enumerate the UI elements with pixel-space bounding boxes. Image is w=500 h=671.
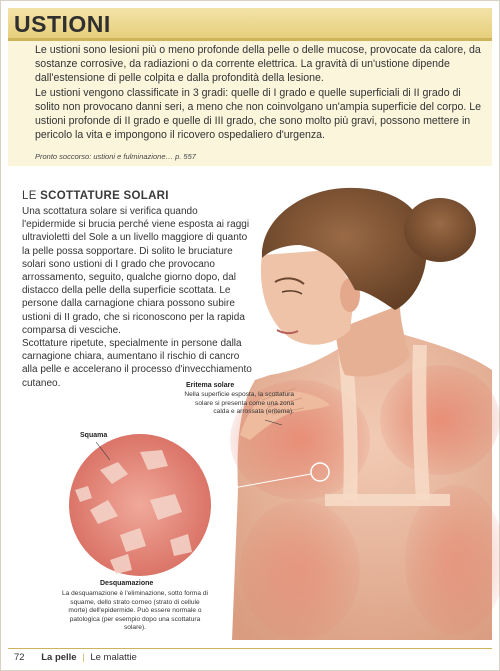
callout-desquamazione-title: Desquamazione — [100, 580, 154, 587]
section-paragraph-2: Scottature ripetute, specialmente in persone dalla carnagione chiara, aumentano il rischio di cancro alla pelle e accelerano il processo d'invecchiamento cutaneo. — [22, 338, 252, 389]
section-heading — [22, 190, 169, 202]
page-number: 72 — [14, 652, 25, 663]
footer-section: Le malattie — [90, 652, 137, 663]
page-title: USTIONI — [14, 11, 111, 37]
section-text — [22, 205, 252, 390]
crossref-link[interactable]: Pronto soccorso: ustioni e fulminazione… p. 557 — [35, 152, 196, 161]
intro-paragraph-1: Le ustioni sono lesioni più o meno profonde della pelle o delle mucose, provocate da calore, da sostanze corrosive, da radiazioni o da corrente elettrica. La gravità di un'ustione dipende dall'estensione di pelle colpita e dalla profondità della lesione. — [35, 44, 481, 85]
footer — [14, 652, 137, 663]
callout-eritema-text: Nella superficie esposta, la scottatura solare si presenta come una zona calda e arrossata (eritema). — [184, 391, 294, 416]
callout-squama-title: Squama — [80, 432, 108, 439]
callout-eritema-title: Eritema solare — [186, 382, 235, 389]
section-heading-title: SCOTTATURE SOLARI — [40, 190, 169, 202]
strap-line-right — [419, 345, 423, 500]
intro-paragraph-2: Le ustioni vengono classificate in 3 gradi: quelle di I grado e quelle superficiali di II grado di solito non provocano danni seri, a meno che non coinvolgano un'ampia superficie del corpo. Le ustioni profonde di II grado e quelle di III grado, che sono molto più gravi, possono mettere in pericolo la vita e impongono il ricovero ospedaliero d'urgenza. — [35, 86, 482, 142]
footer-separator: | — [82, 652, 85, 663]
sunburn-right-shoulder — [380, 365, 500, 475]
section-paragraph-1: Una scottatura solare si verifica quando l'epidermide si brucia perché viene esposta ai raggi ultravioletti del Sole a un livello maggiore di quanto la pelle possa sopportare. Di solito le bruciature solari sono ustioni di I grado che provocano arrossamento, seguito, qualche giorno dopo, dal distacco della pelle della superficie scottata. Le persone dalla carnagione chiara possono subire ustioni di II grado, che si riconoscono per la rapida comparsa di vesciche. — [22, 206, 250, 336]
magnify-circle — [68, 433, 212, 577]
footer-divider — [8, 648, 492, 649]
footer-chapter: La pelle — [41, 652, 77, 663]
sunburn-left-back — [240, 500, 360, 640]
hair-bun — [404, 198, 476, 262]
section-heading-lead: LE — [22, 190, 37, 202]
callout-desquamazione-text: La desquamazione è l'eliminazione, sotto forma di squame, dello strato corneo (strato di cellule morte) dell'epidermide. Può essere normale o patologica (per esempio dopo una scottatura solare). — [61, 590, 209, 632]
